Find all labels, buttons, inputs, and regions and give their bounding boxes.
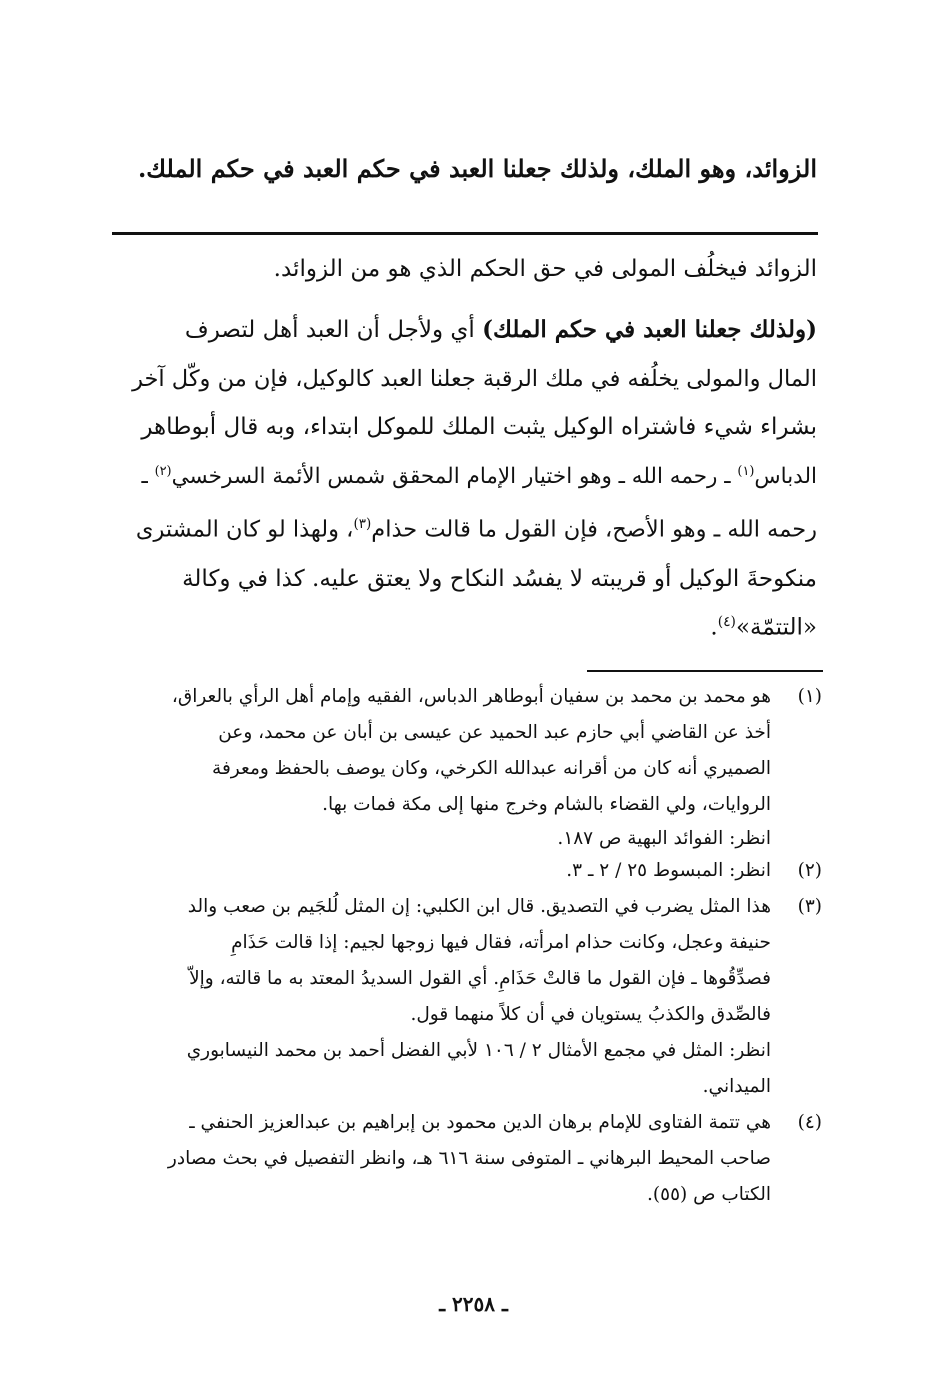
sharh-line: (ولذلك جعلنا العبد في حكم الملك) أي ولأجل أن العبد أهل لتصرف <box>184 316 817 343</box>
footnote-line: الكتاب ص (٥٥). <box>647 1184 771 1205</box>
footnote-line: الصميري أنه كان من أقرانه عبدالله الكرخي، وكان يوصف بالحفظ ومعرفة <box>212 758 771 779</box>
footnote-line: انظر: الفوائد البهية ص ١٨٧. <box>557 828 771 849</box>
footnote-number-3: (٣) <box>797 896 822 917</box>
footnote-ref-3[interactable]: (٣) <box>353 516 372 532</box>
footnote-ref-1[interactable]: (١) <box>737 464 755 479</box>
sharh-line: منكوحةَ الوكيل أو قريبته لا يفسُد النكاح ولا يعتق عليه. كذا في وكالة <box>182 566 817 592</box>
footnote-line: صاحب المحيط البرهاني ـ المتوفى سنة ٦١٦ هـ، وانظر التفصيل في بحث مصادر <box>167 1148 771 1169</box>
footnote-line: هذا المثل يضرب في التصديق. قال ابن الكلبي: إن المثل لُلجَيم بن صعب والد <box>187 896 771 917</box>
footnote-line: فصدِّقُوها ـ فإن القول ما قالتْ حَذَامِ. أي القول السديدُ المعتد به ما قالته، وإلاّ <box>189 968 771 989</box>
footnote-ref-4[interactable]: (٤) <box>717 614 736 630</box>
footnote-number-1: (١) <box>797 686 822 707</box>
footnote-line: انظر: المبسوط ٢٥ / ٢ ـ ٣. <box>566 860 771 881</box>
sharh-quoted-matn: (ولذلك جعلنا العبد في حكم الملك) <box>482 316 817 343</box>
sharh-line: بشراء شيء فاشتراه الوكيل يثبت الملك للموكل ابتداء، وبه قال أبوطاهر <box>141 414 817 440</box>
footnote-ref-2[interactable]: (٢) <box>154 464 172 479</box>
footnote-line: الميداني. <box>702 1076 771 1097</box>
sharh-line: المال والمولى يخلُفه في ملك الرقبة جعلنا العبد كالوكيل، فإن من وكّل آخر <box>132 366 817 392</box>
footnote-line: فالصِّدق والكذبُ يستويان في أن كلاً منهما قول. <box>410 1004 771 1025</box>
footnote-number-2: (٢) <box>797 860 822 881</box>
footnote-separator <box>587 670 823 672</box>
footnote-line: الروايات، ولي القضاء بالشام وخرج منها إلى مكة فمات بها. <box>322 794 771 815</box>
matn-separator <box>112 232 818 235</box>
footnote-line: انظر: المثل في مجمع الأمثال ٢ / ١٠٦ لأبي الفضل أحمد بن محمد النيسابوري <box>186 1040 771 1061</box>
sharh-line: رحمه الله ـ وهو الأصح، فإن القول ما قالت حذام$^{(٣)}$، ولهذا لو كان المشترى <box>135 516 817 543</box>
sharh-line: الدباس$^{(١)}$ ـ رحمه الله ـ وهو اختيار الإمام المحقق شمس الأئمة السرخسي$^{(٢)}$ ـ <box>141 464 817 490</box>
footnote-line: هي تتمة الفتاوى للإمام برهان الدين محمود بن إبراهيم بن عبدالعزيز الحنفي ـ <box>189 1112 771 1133</box>
matn-text: الزوائد، وهو الملك، ولذلك جعلنا العبد في حكم العبد في حكم الملك. <box>137 154 817 183</box>
footnote-line: هو محمد بن محمد بن سفيان أبوطاهر الدباس، الفقيه وإمام أهل الرأي بالعراق، <box>171 686 771 707</box>
sharh-line: «التتمّة»$^{(٤)}$. <box>710 614 817 641</box>
page-number: ـ ٢٢٥٨ ـ <box>439 1292 508 1316</box>
sharh-line: الزوائد فيخلُف المولى في حق الحكم الذي هو من الزوائد. <box>273 256 817 282</box>
footnote-line: حنيفة وعجل، وكانت حذام امرأته، فقال فيها زوجها لجيم: إذا قالت حَذَامِ <box>231 932 771 953</box>
footnote-number-4: (٤) <box>797 1112 822 1133</box>
footnote-line: أخذ عن القاضي أبي حازم عبد الحميد عن عيسى بن أبان عن محمد، وعن <box>218 722 771 743</box>
